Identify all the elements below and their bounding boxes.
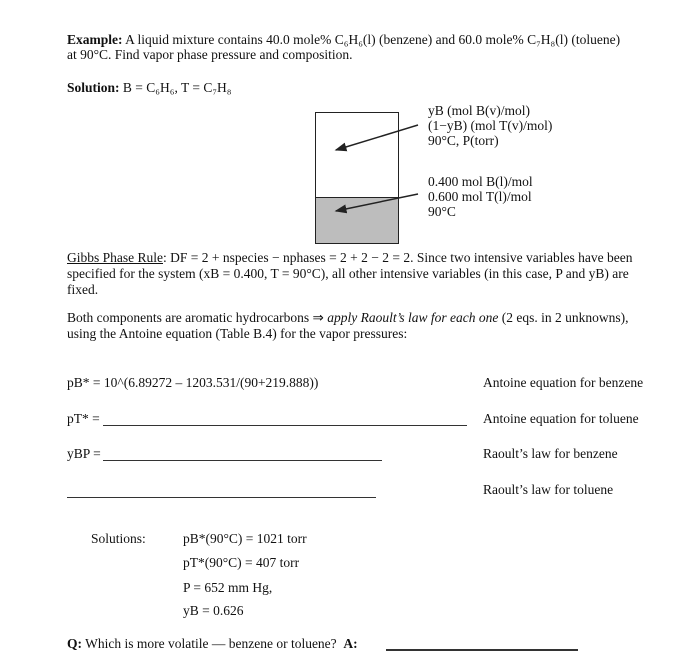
solution-value-3: P = 652 mm Hg, [183, 580, 273, 595]
equation-toluene-antoine: pT* = [67, 411, 100, 426]
vapor-label-3: 90°C, P(torr) [428, 133, 499, 148]
problem-line-2: at 90°C. Find vapor phase pressure and composition. [67, 47, 353, 62]
question-text: Which is more volatile — benzene or toluene? [85, 636, 337, 651]
equation-raoult-benzene: yBP = [67, 446, 101, 461]
liquid-label-3: 90°C [428, 204, 456, 219]
gibbs-line-1 [67, 250, 632, 266]
gibbs-line-3: fixed. [67, 282, 99, 297]
equation-benzene-antoine: pB* = 10^(6.89272 – 1203.531/(90+219.888)) [67, 375, 319, 390]
solution-text: B = C₆H₆, T = C₇H₈ [122, 80, 232, 95]
equation-label-2: Antoine equation for toluene [483, 411, 639, 426]
liquid-label-1: 0.400 mol B(l)/mol [428, 174, 533, 189]
raoult-text-italic: apply Raoult’s law for each one [327, 310, 499, 325]
answer-label: A: [343, 636, 358, 651]
vapor-label-1: yB (mol B(v)/mol) [428, 103, 530, 118]
raoult-text-c: (2 eqs. in 2 unknowns), [498, 310, 629, 325]
question-line [67, 636, 358, 652]
blank-line-raoult-benzene[interactable] [103, 460, 382, 461]
problem-text: A liquid mixture contains 40.0 mole% C₆H₆(l) (benzene) and 60.0 mole% C₇H₈(l) (toluene) [125, 32, 621, 47]
equation-label-4: Raoult’s law for toluene [483, 482, 614, 497]
answer-blank[interactable] [386, 649, 578, 651]
liquid-label-2: 0.600 mol T(l)/mol [428, 189, 532, 204]
blank-line-toluene[interactable] [103, 425, 467, 426]
question-label: Q: [67, 636, 82, 651]
raoult-line-1 [67, 310, 629, 326]
equation-label-1: Antoine equation for benzene [483, 375, 644, 390]
solution-value-2: pT*(90°C) = 407 torr [183, 555, 300, 570]
solution-value-1: pB*(90°C) = 1021 torr [183, 531, 307, 546]
gibbs-text: : DF = 2 + nspecies − nphases = 2 + 2 − 2 = 2. Since two intensive variables have been [163, 250, 633, 265]
equation-label-3: Raoult’s law for benzene [483, 446, 618, 461]
raoult-text-a: Both components are aromatic hydrocarbons ⇒ [67, 310, 328, 325]
example-label: Example: [67, 32, 123, 47]
solution-label: Solution: [67, 80, 120, 95]
gibbs-line-2: specified for the system (xB = 0.400, T = 90°C), all other intensive variables (in this case, P and yB) are [67, 266, 629, 281]
raoult-line-2: using the Antoine equation (Table B.4) for the vapor pressures: [67, 326, 408, 341]
vapor-label-2: (1−yB) (mol T(v)/mol) [428, 118, 553, 133]
blank-line-raoult-toluene[interactable] [67, 497, 376, 498]
solutions-label: Solutions: [91, 531, 146, 546]
solution-value-4: yB = 0.626 [183, 603, 244, 618]
gibbs-label: Gibbs Phase Rule [67, 250, 163, 265]
